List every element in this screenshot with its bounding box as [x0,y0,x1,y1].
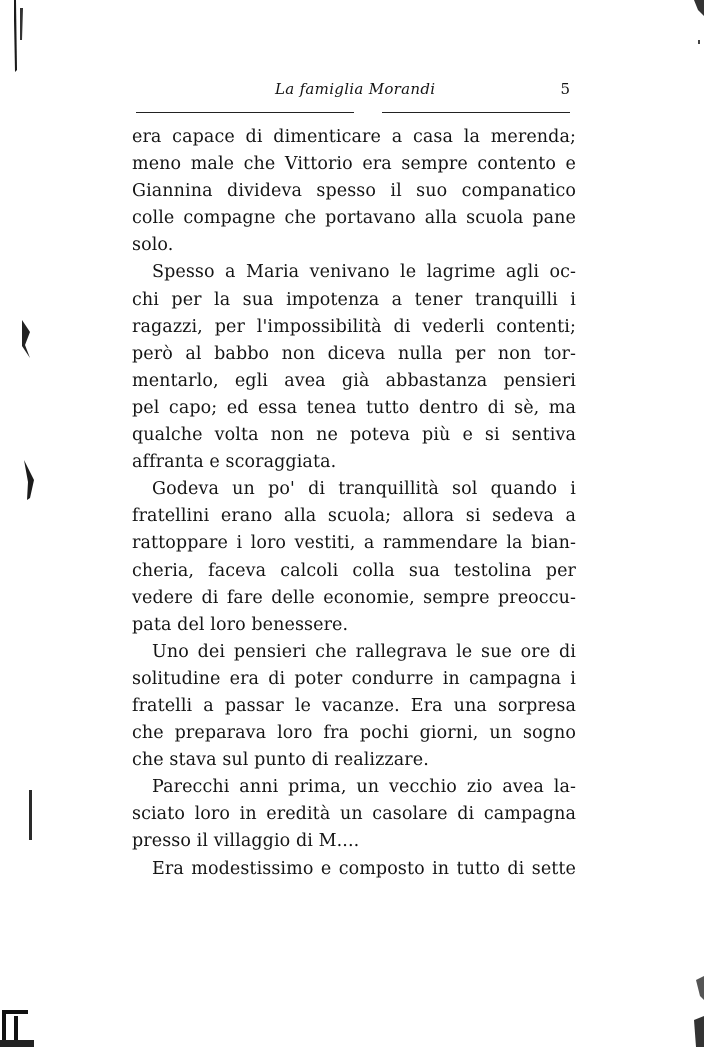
text-line: Parecchi anni prima, un vecchio zio avea la- [152,777,576,798]
text-line: che preparava loro fra pochi giorni, un sogno [132,723,576,744]
text-line: ragazzi, per l'impossibilità di vederli contenti; [132,316,576,337]
paragraph [132,639,576,774]
text-line: Uno dei pensieri che rallegrava le sue ore di [152,641,576,662]
text-line: Godeva un po' di tranquillità sol quando i [152,479,576,500]
running-head [132,78,576,104]
text-line: colle compagne che portavano alla scuola pane [132,208,576,229]
text-line: mentarlo, egli avea già abbastanza pensieri [132,370,576,391]
scan-edge-left [0,0,34,1047]
text-line: pata del loro benessere. [132,614,349,635]
text-line: qualche volta non ne poteva più e si sentiva [132,425,576,446]
text-line: fratellini erano alla scuola; allora si sedeva a [132,506,576,527]
text-line: presso il villaggio di M.... [132,831,360,852]
text-line: però al babbo non diceva nulla per non tor- [132,343,576,364]
text-line: affranta e scoraggiata. [132,452,337,473]
text-line: rattoppare i loro vestiti, a rammendare la bian- [132,533,576,554]
header-rule-left [136,112,354,113]
paragraph [132,259,576,476]
body-text [132,124,576,883]
scan-edge-right [676,0,704,1047]
text-line: chi per la sua impotenza a tener tranquilli i [132,289,576,310]
text-line: pel capo; ed essa tenea tutto dentro di sè, ma [132,397,576,418]
text-line: cheria, faceva calcoli colla sua testolina per [132,560,576,581]
text-line: solitudine era di poter condurre in campagna i [132,668,576,689]
running-title: La famiglia Morandi [275,80,436,98]
text-line: solo. [132,235,174,256]
text-line: vedere di fare delle economie, sempre preoccu- [132,587,576,608]
text-line: Era modestissimo e composto in tutto di sette [152,858,576,879]
text-line: era capace di dimenticare a casa la merenda; [132,127,576,147]
paragraph [132,774,576,855]
header-rule-right [382,112,570,113]
paragraph [132,124,576,259]
text-line: sciato loro in eredità un casolare di campagna [132,804,576,825]
text-line: Giannina divideva spesso il suo companatico [132,181,576,202]
text-line: fratelli a passar le vacanze. Era una sorpresa [132,695,576,716]
paragraph [132,476,576,639]
text-line: Spesso a Maria venivano le lagrime agli oc- [152,262,576,283]
paragraph [132,856,576,883]
page-number: 5 [560,80,570,98]
text-line: che stava sul punto di realizzare. [132,750,429,771]
text-line: meno male che Vittorio era sempre contento e [132,154,576,175]
